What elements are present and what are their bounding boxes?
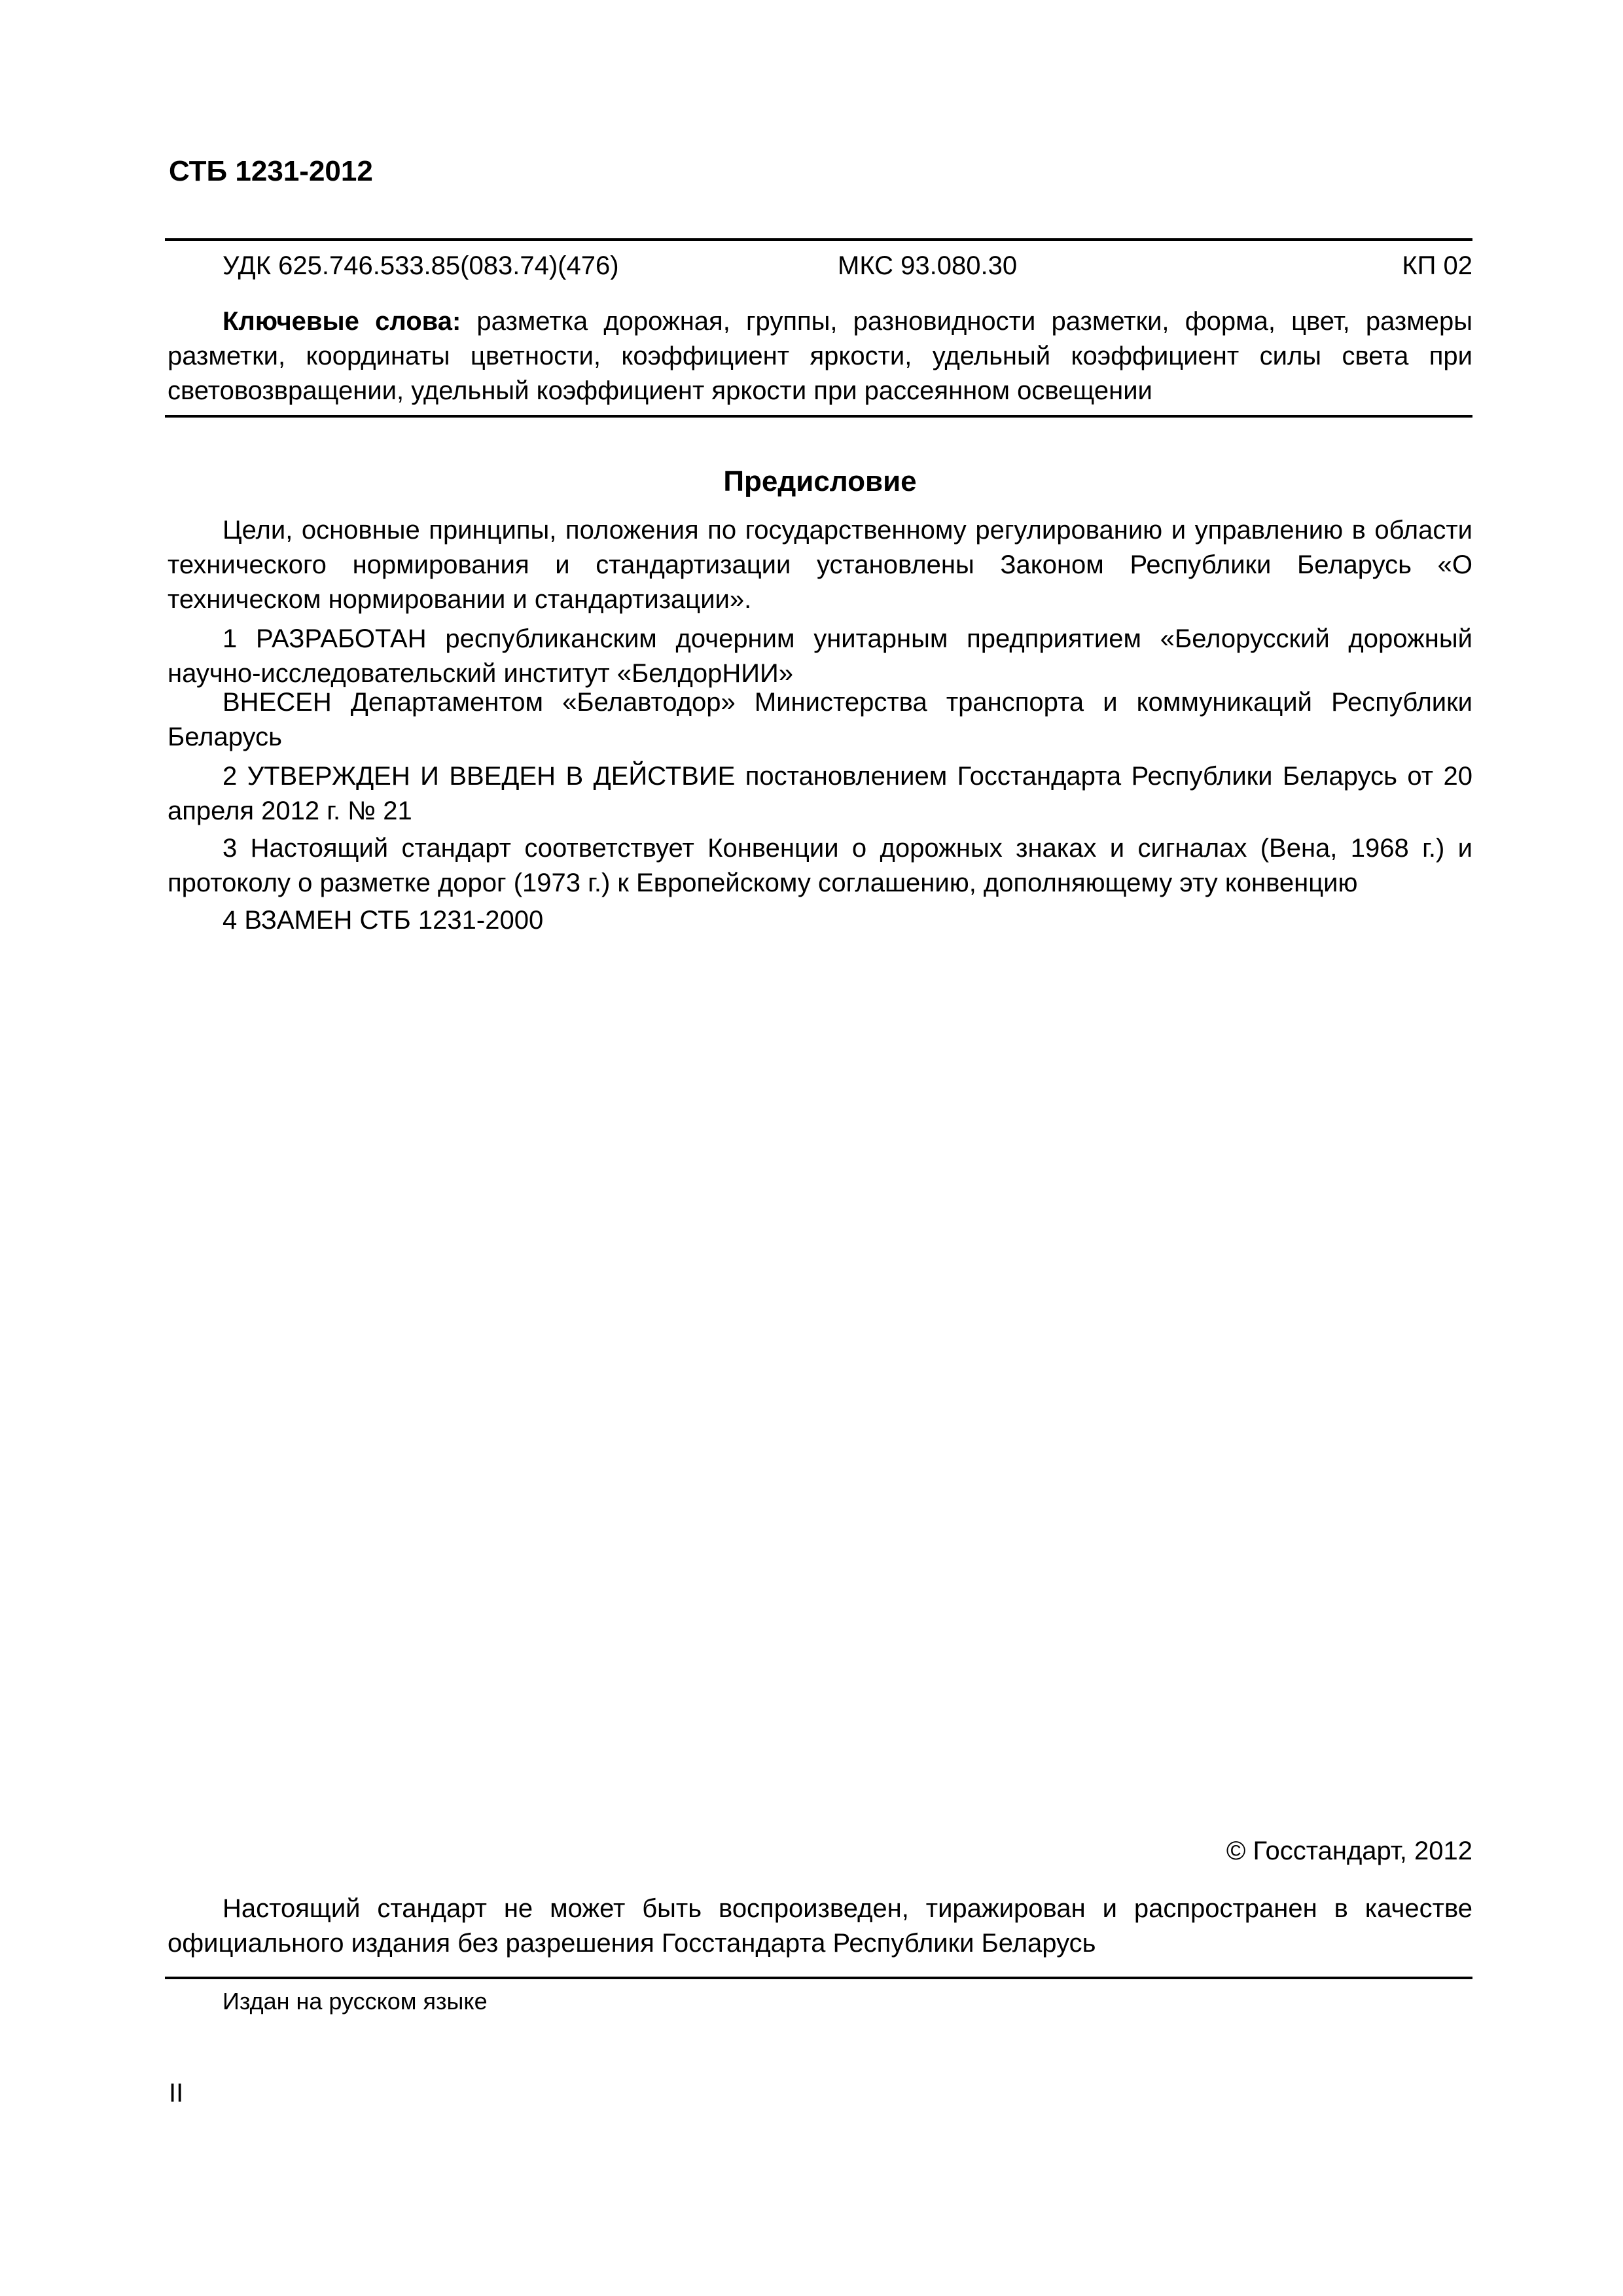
reproduction-notice: Настоящий стандарт не может быть воспроизведен, тиражирован и распространен в качестве официального издания без разрешения Госстандарта Республики Беларусь [168, 1894, 1472, 1958]
copyright: © Госстандарт, 2012 [1226, 1837, 1472, 1865]
keywords-divider [165, 415, 1472, 418]
mks-code: МКС 93.080.30 [838, 251, 1018, 280]
preface-intro: Цели, основные принципы, положения по государственному регулированию и управлению в области технического нормирования и стандартизации установлены Законом Республики Беларусь «О техническом нормировании и стандартизации». [168, 516, 1472, 614]
kp-code: КП 02 [1402, 251, 1472, 280]
keywords-paragraph [168, 304, 1472, 408]
preface-item-3: 3 Настоящий стандарт соответствует Конвенции о дорожных знаках и сигналах (Вена, 1968 г.) и протоколу о разметке дорог (1973 г.) к Европейскому соглашению, дополняющему эту конвенцию [168, 834, 1472, 897]
preface-item-2: 2 УТВЕРЖДЕН И ВВЕДЕН В ДЕЙСТВИЕ постановлением Госстандарта Республики Беларусь от 20 апреля 2012 г. № 21 [168, 762, 1472, 825]
preface-item-1-developed: 1 РАЗРАБОТАН республиканским дочерним унитарным предприятием «Белорусский дорожный научно-исследовательский институт «БелдорНИИ» [168, 624, 1472, 688]
preface-item-4: 4 ВЗАМЕН СТБ 1231-2000 [223, 906, 544, 935]
publication-language: Издан на русском языке [223, 1988, 488, 2015]
document-code: СТБ 1231-2012 [169, 155, 373, 187]
keywords-label: Ключевые слова: [223, 307, 461, 336]
preface-title: Предисловие [723, 465, 917, 497]
udk-code: УДК 625.746.533.85(083.74)(476) [223, 251, 619, 280]
top-divider [165, 238, 1472, 241]
keywords-text: разметка дорожная, группы, разновидности разметки, форма, цвет, размеры разметки, координаты цветности, коэффициент яркости, удельный коэффициент силы света при световозвращении, удельный коэффициент яркости при рассеянном освещении [168, 307, 1472, 405]
preface-item-1-introduced: ВНЕСЕН Департаментом «Белавтодор» Министерства транспорта и коммуникаций Республики Беларусь [168, 688, 1472, 751]
page-number: II [169, 2079, 184, 2108]
footer-divider [165, 1977, 1472, 1979]
classification-row [223, 247, 1472, 284]
